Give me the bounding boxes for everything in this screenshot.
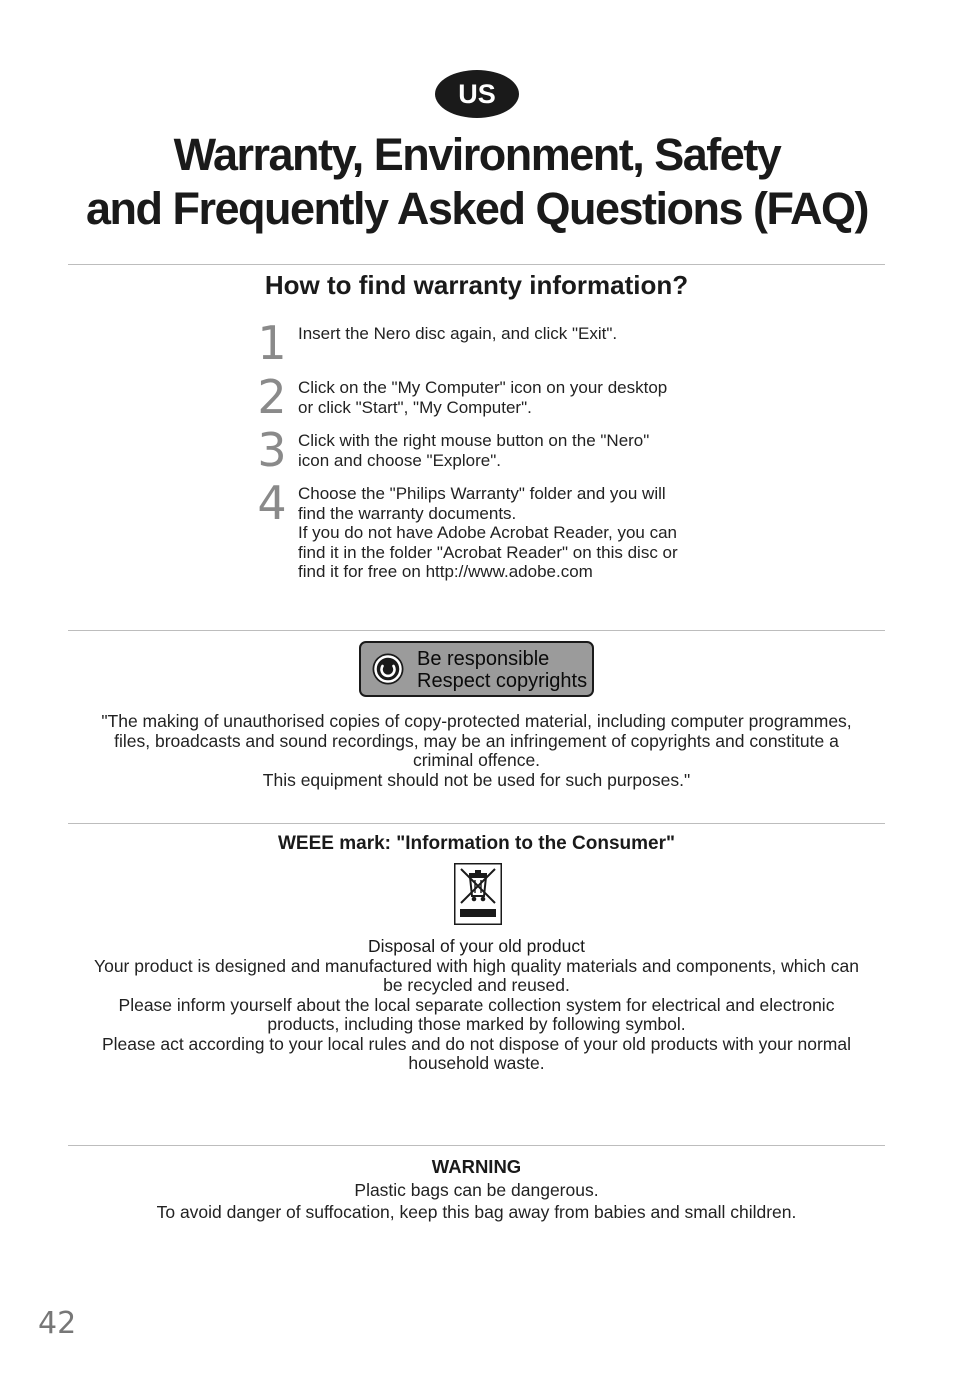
disposal-line: be recycled and reused. <box>383 975 570 995</box>
step-text <box>298 324 714 344</box>
step-line: Choose the "Philips Warranty" folder and you will <box>298 484 666 503</box>
section-divider <box>68 823 885 824</box>
section-divider <box>68 630 885 631</box>
notice-line: files, broadcasts and sound recordings, may be an infringement of copyrights and constitute a <box>114 730 839 751</box>
step-line: Insert the Nero disc again, and click "Exit". <box>298 324 618 343</box>
step-text <box>298 378 714 417</box>
warning-line: To avoid danger of suffocation, keep this bag away from babies and small children. <box>156 1202 797 1222</box>
step-number: 4 <box>257 476 287 530</box>
warranty-heading: How to find warranty information? <box>264 270 689 300</box>
badge-line-2: Respect copyrights <box>417 670 588 692</box>
notice-line: "The making of unauthorised copies of copy-protected material, including computer programmes, <box>101 711 852 731</box>
notice-line: criminal offence. <box>412 750 541 770</box>
disposal-line: Please act according to your local rules and do not dispose of your old products with your normal <box>101 1033 852 1054</box>
section-divider <box>68 1145 885 1146</box>
weee-heading: WEEE mark: "Information to the Consumer" <box>278 833 675 854</box>
crossed-out-wheelie-bin-icon <box>454 863 502 925</box>
step-line: Click with the right mouse button on the "Nero" <box>298 431 650 450</box>
section-divider <box>68 264 885 265</box>
page-title-line-1: Warranty, Environment, Safety <box>173 129 781 180</box>
notice-line: This equipment should not be used for such purposes." <box>262 769 691 790</box>
step-number: 1 <box>257 316 287 370</box>
power-cycle-icon <box>371 652 405 686</box>
disposal-line: products, including those marked by following symbol. <box>267 1014 686 1034</box>
step-line: find the warranty documents. <box>298 503 517 523</box>
badge-line-1: Be responsible <box>417 648 550 670</box>
warning-heading: WARNING <box>431 1156 522 1177</box>
disposal-line: Your product is designed and manufactured with high quality materials and components, which can <box>94 955 859 976</box>
warning-text <box>68 1179 885 1223</box>
respect-copyrights-badge <box>359 641 594 697</box>
step-line: icon and choose "Explore". <box>298 450 501 470</box>
step-line: find it in the folder "Acrobat Reader" on this disc or <box>298 542 678 562</box>
step-number: 2 <box>257 370 287 424</box>
step-text <box>298 484 714 582</box>
disposal-line: Please inform yourself about the local separate collection system for electrical and electronic <box>118 994 835 1015</box>
step-line: or click "Start", "My Computer". <box>298 397 532 417</box>
step-number: 3 <box>257 423 287 477</box>
page-title-line-2: and Frequently Asked Questions (FAQ) <box>86 183 868 234</box>
step-line: find it for free on http://www.adobe.com <box>298 562 593 581</box>
warranty-step-2 <box>254 370 714 424</box>
warning-line: Plastic bags can be dangerous. <box>354 1180 599 1200</box>
step-line: If you do not have Adobe Acrobat Reader, you can <box>298 523 677 542</box>
badge-text <box>417 648 587 692</box>
page-number: 42 <box>38 1306 77 1341</box>
step-text <box>298 431 714 470</box>
region-badge: US <box>435 70 519 118</box>
warranty-step-1 <box>254 316 714 370</box>
warranty-step-3 <box>254 423 714 477</box>
weee-disposal-text <box>68 937 885 1074</box>
step-line: Click on the "My Computer" icon on your desktop <box>298 378 668 397</box>
disposal-line: household waste. <box>408 1053 545 1073</box>
disposal-title: Disposal of your old product <box>368 936 585 956</box>
page-title <box>60 128 894 236</box>
copyright-notice <box>68 712 885 790</box>
warranty-step-4 <box>254 476 714 582</box>
